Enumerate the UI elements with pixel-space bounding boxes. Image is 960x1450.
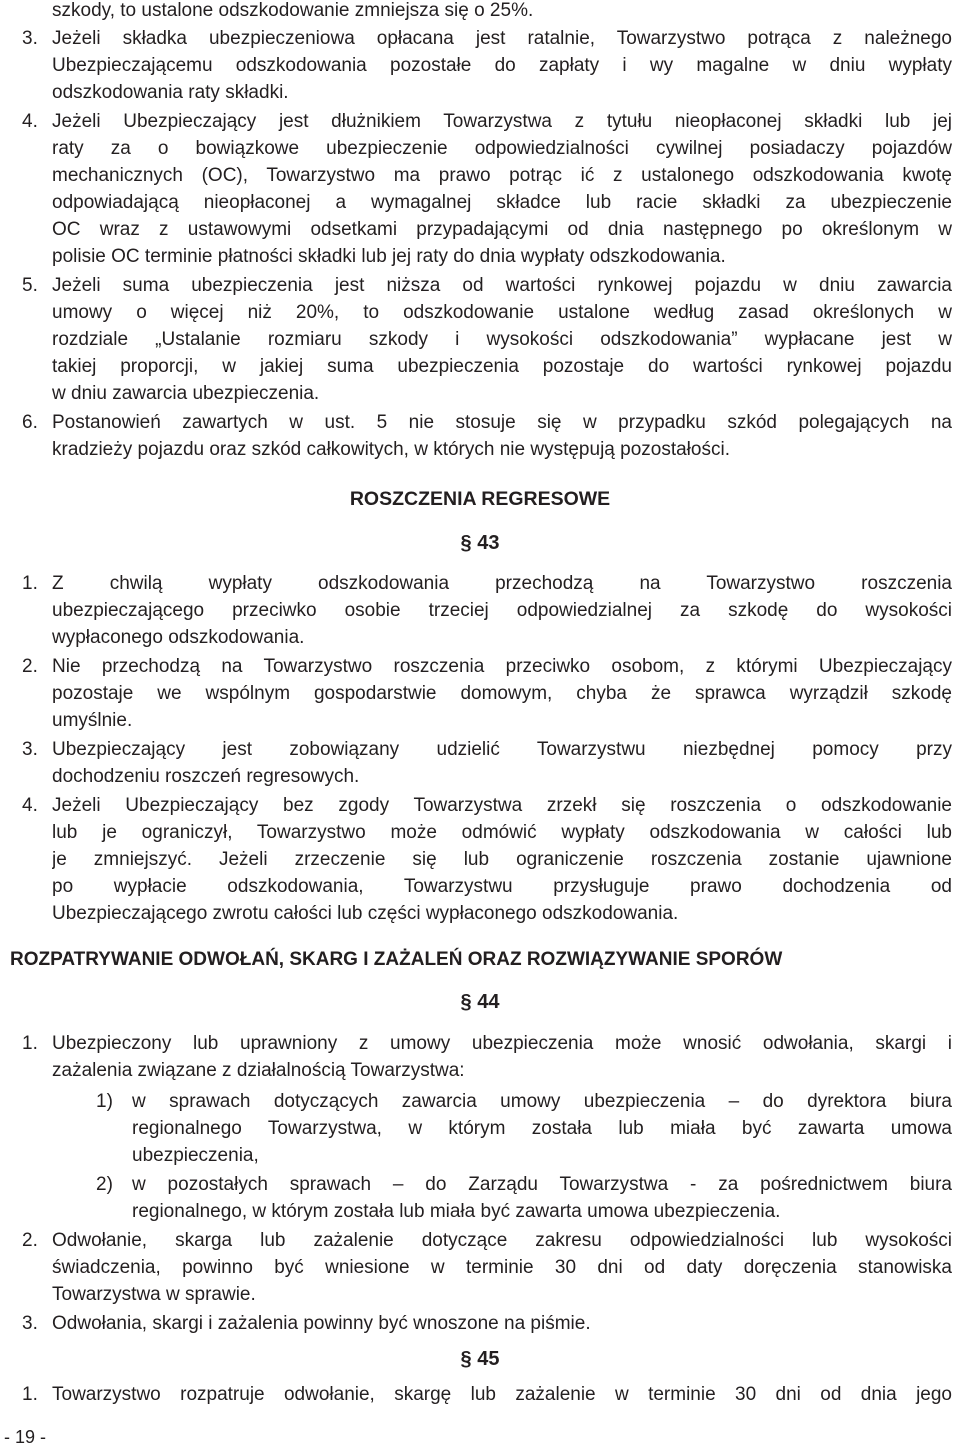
subitem-number: 1) bbox=[96, 1091, 113, 1112]
paragraph-number-44: § 44 bbox=[460, 991, 500, 1013]
continuation-line: szkody, to ustalone odszkodowanie zmniejsza się o 25%. bbox=[52, 0, 534, 21]
item-text-line: w dniu zawarcia ubezpieczenia. bbox=[52, 383, 320, 404]
item-number: 2. bbox=[22, 1230, 38, 1251]
section-heading-appeals: ROZPATRYWANIE ODWOŁAŃ, SKARG I ZAŻALEŃ ORAZ ROZWIĄZYWANIE SPORÓW bbox=[10, 949, 783, 970]
item-text-line: ubezpieczającego przeciwko osobie trzeciej odpowiedzialnej za szkodę do wysokości bbox=[52, 600, 952, 621]
item-text-line: Jeżeli Ubezpieczający jest dłużnikiem Towarzystwa z tytułu nieopłaconej składki lub jej bbox=[52, 111, 952, 132]
item-number: 1. bbox=[22, 573, 38, 594]
item-text-line: kradzieży pojazdu oraz szkód całkowitych, w których nie występują pozostałości. bbox=[52, 439, 730, 460]
item-number: 4. bbox=[22, 795, 38, 816]
item-text-line: Ubezpieczającego zwrotu całości lub części wypłaconego odszkodowania. bbox=[52, 903, 679, 924]
page-number: - 19 - bbox=[4, 1427, 47, 1447]
item-text-line: Jeżeli Ubezpieczający bez zgody Towarzystwa zrzekł się roszczenia o odszkodowanie bbox=[52, 795, 952, 816]
item-text-line: umyślnie. bbox=[52, 710, 133, 731]
item-text-line: polisie OC terminie płatności składki lub jej raty do dnia wypłaty odszkodowania. bbox=[52, 246, 726, 267]
item-number: 1. bbox=[22, 1384, 38, 1405]
item-text-line: Ubezpieczającemu odszkodowania pozostałe do zapłaty i wy magalne w dniu wypłaty bbox=[52, 55, 952, 76]
section-heading-regres: ROSZCZENIA REGRESOWE bbox=[349, 488, 611, 510]
subitem-text-line: regionalnego Towarzystwa, w którym została lub miała być zawarta umowa bbox=[132, 1118, 952, 1139]
item-text-line: dochodzeniu roszczeń regresowych. bbox=[52, 766, 360, 787]
item-text-line: Towarzystwa w sprawie. bbox=[52, 1284, 256, 1305]
item-text-line: wypłaconego odszkodowania. bbox=[52, 627, 305, 648]
paragraph-number-43: § 43 bbox=[460, 532, 500, 554]
subitem-text-line: regionalnego, w którym została lub miała być zawarta umowa ubezpieczenia. bbox=[132, 1201, 781, 1222]
item-text-line: Nie przechodzą na Towarzystwo roszczenia przeciwko osobom, z którymi Ubezpieczający bbox=[52, 656, 952, 677]
item-text-line: raty za o bowiązkowe ubezpieczenie odpowiedzialności cywilnej posiadaczy pojazdów bbox=[52, 138, 952, 159]
item-number: 4. bbox=[22, 111, 38, 132]
item-text-line: zażalenia związane z działalnością Towarzystwa: bbox=[52, 1060, 465, 1081]
item-number: 3. bbox=[22, 28, 38, 49]
item-text-line: Odwołania, skargi i zażalenia powinny być wnoszone na piśmie. bbox=[52, 1313, 591, 1334]
item-text-line: Odwołanie, skarga lub zażalenie dotyczące zakresu odpowiedzialności lub wysokości bbox=[52, 1230, 952, 1251]
item-text-line: Postanowień zawartych w ust. 5 nie stosuje się w przypadku szkód polegających na bbox=[52, 412, 952, 433]
subitem-number: 2) bbox=[96, 1174, 113, 1195]
item-text-line: takiej proporcji, w jakiej suma ubezpieczenia pozostaje do wartości rynkowej pojazdu bbox=[52, 356, 952, 377]
subitem-text-line: ubezpieczenia, bbox=[132, 1145, 259, 1166]
item-text-line: odpowiadającą nieopłaconej a wymagalnej składce lub racie składki za ubezpieczenie bbox=[52, 192, 952, 213]
item-number: 1. bbox=[22, 1033, 38, 1054]
item-text-line: Jeżeli składka ubezpieczeniowa opłacana jest ratalnie, Towarzystwo potrąca z należnego bbox=[52, 28, 952, 49]
item-text-line: pozostaje we wspólnym gospodarstwie domowym, chyba że sprawca wyrządził szkodę bbox=[52, 683, 952, 704]
paragraph-number-45: § 45 bbox=[460, 1348, 500, 1370]
item-text-line: Z chwilą wypłaty odszkodowania przechodzą na Towarzystwo roszczenia bbox=[52, 573, 952, 594]
item-text-line: Jeżeli suma ubezpieczenia jest niższa od wartości rynkowej pojazdu w dniu zawarcia bbox=[52, 275, 952, 296]
item-number: 3. bbox=[22, 1313, 38, 1334]
item-number: 5. bbox=[22, 275, 38, 296]
item-number: 3. bbox=[22, 739, 38, 760]
item-text-line: umowy o więcej niż 20%, to odszkodowanie ustalone według zasad określonych w bbox=[52, 302, 952, 323]
item-text-line: odszkodowania raty składki. bbox=[52, 82, 289, 103]
item-text-line: świadczenia, powinno być wniesione w terminie 30 dni od daty doręczenia stanowiska bbox=[52, 1257, 952, 1278]
item-number: 6. bbox=[22, 412, 38, 433]
item-text-line: Ubezpieczający jest zobowiązany udzielić Towarzystwu niezbędnej pomocy przy bbox=[52, 739, 952, 760]
item-text-line: je zmniejszyć. Jeżeli zrzeczenie się lub ograniczenie roszczenia zostanie ujawnione bbox=[52, 849, 952, 870]
item-text-line: OC wraz z ustawowymi odsetkami przypadającymi od dnia następnego po określonym w bbox=[52, 219, 952, 240]
subitem-text-line: w pozostałych sprawach – do Zarządu Towarzystwa - za pośrednictwem biura bbox=[132, 1174, 952, 1195]
subitem-text-line: w sprawach dotyczących zawarcia umowy ubezpieczenia – do dyrektora biura bbox=[132, 1091, 952, 1112]
item-number: 2. bbox=[22, 656, 38, 677]
item-text-line: Towarzystwo rozpatruje odwołanie, skargę lub zażalenie w terminie 30 dni od dnia jego bbox=[52, 1384, 952, 1405]
item-text-line: po wypłacie odszkodowania, Towarzystwu przysługuje prawo dochodzenia od bbox=[52, 876, 952, 897]
item-text-line: Ubezpieczony lub uprawniony z umowy ubezpieczenia może wnosić odwołania, skargi i bbox=[52, 1033, 952, 1054]
item-text-line: mechanicznych (OC), Towarzystwo ma prawo potrąc ić z ustalonego odszkodowania kwotę bbox=[52, 165, 952, 186]
item-text-line: rozdziale „Ustalanie rozmiaru szkody i wysokości odszkodowania” wypłacane jest w bbox=[52, 329, 952, 350]
item-text-line: lub je ograniczył, Towarzystwo może odmówić wypłaty odszkodowania w całości lub bbox=[52, 822, 952, 843]
